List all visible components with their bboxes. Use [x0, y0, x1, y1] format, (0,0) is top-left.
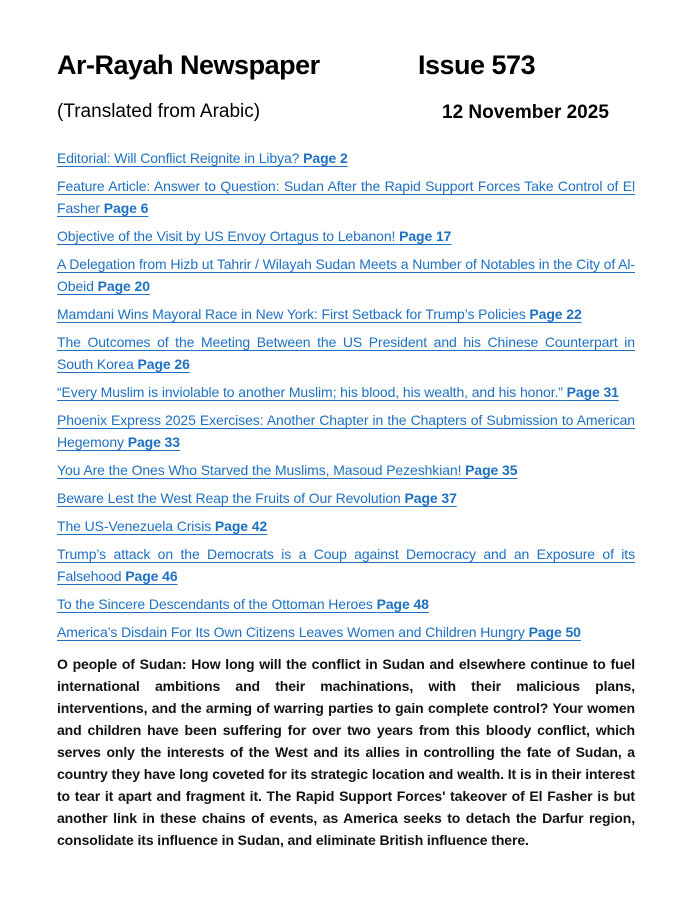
toc-item-title: “Every Muslim is inviolable to another Muslim; his blood, his wealth, and his honor.” — [57, 384, 563, 400]
toc-item-page: Page 26 — [137, 356, 190, 372]
toc-item-title: You Are the Ones Who Starved the Muslims, Masoud Pezeshkian! — [57, 462, 462, 478]
toc-link-phoenix-express[interactable] — [57, 409, 635, 453]
header-title-row — [57, 50, 635, 88]
toc-link-delegation-al-obeid[interactable] — [57, 253, 635, 297]
toc-link-ottoman-heroes[interactable] — [57, 593, 635, 615]
toc-link-us-china-meeting[interactable] — [57, 331, 635, 375]
document-header — [57, 50, 635, 127]
header-subtitle-row — [57, 101, 635, 127]
toc-link-feature-sudan-el-fasher[interactable] — [57, 175, 635, 219]
issue-date: 12 November 2025 — [442, 102, 609, 123]
toc-item-page: Page 42 — [214, 518, 268, 534]
toc-item-title: Beware Lest the West Reap the Fruits of Our Revolution — [57, 490, 401, 506]
toc-link-trump-democrats[interactable] — [57, 543, 635, 587]
toc-item-title: Feature Article: Answer to Question: Sudan After the Rapid Support Forces Take Control of El Fasher — [57, 178, 635, 216]
toc-item-title: A Delegation from Hizb ut Tahrir / Wilayah Sudan Meets a Number of Notables in the City of Al-Obeid — [57, 256, 635, 294]
toc-item-title: Objective of the Visit by US Envoy Ortagus to Lebanon! — [57, 228, 396, 244]
toc-link-us-venezuela-crisis[interactable] — [57, 515, 635, 537]
toc-item-page: Page 33 — [127, 434, 180, 450]
toc-link-mamdani-new-york[interactable] — [57, 303, 635, 325]
toc-item-title: The US-Venezuela Crisis — [57, 518, 212, 534]
toc-link-america-disdain[interactable] — [57, 621, 635, 643]
toc-item-title: Phoenix Express 2025 Exercises: Another Chapter in the Chapters of Submission to American Hegemony — [57, 412, 635, 450]
toc-link-every-muslim-inviolable[interactable] — [57, 381, 635, 403]
toc-link-editorial-libya[interactable] — [57, 147, 635, 169]
toc-item-page: Page 35 — [465, 462, 518, 478]
toc-link-pezeshkian[interactable] — [57, 459, 635, 481]
toc-item-page: Page 48 — [376, 596, 429, 612]
toc-item-title: America’s Disdain For Its Own Citizens Leaves Women and Children Hungry — [57, 624, 525, 640]
toc-item-title: To the Sincere Descendants of the Ottoman Heroes — [57, 596, 373, 612]
closing-paragraph: O people of Sudan: How long will the conflict in Sudan and elsewhere continue to fuel international ambitions and their machinations, with their malicious plans, interventions, and the arming of warring parties to gain complete control? Your women and children have been suffering for over two years from this bloody conflict, which serves only the interests of the West and its allies in controlling the fate of Sudan, a country they have long coveted for its strategic location and wealth. It is in their interest to tear it apart and fragment it. The Rapid Support Forces' takeover of El Fasher is but another link in these chains of events, as America seeks to detach the Darfur region, consolidate its influence in Sudan, and eliminate British influence there. — [57, 656, 635, 848]
toc-link-beware-west[interactable] — [57, 487, 635, 509]
toc-item-page: Page 22 — [529, 306, 582, 322]
toc-item-title: Trump’s attack on the Democrats is a Coup against Democracy and an Exposure of its Falsehood — [57, 546, 635, 584]
toc-item-title: Editorial: Will Conflict Reignite in Libya? — [57, 150, 300, 166]
newspaper-title: Ar-Rayah Newspaper — [57, 50, 320, 80]
toc-item-page: Page 6 — [103, 200, 149, 216]
toc-item-page: Page 37 — [404, 490, 457, 506]
toc-item-page: Page 46 — [125, 568, 178, 584]
toc-item-title: The Outcomes of the Meeting Between the US President and his Chinese Counterpart in South Korea — [57, 334, 635, 372]
toc-item-page: Page 31 — [566, 384, 619, 400]
toc-item-page: Page 2 — [303, 150, 348, 166]
issue-number: Issue 573 — [418, 50, 536, 80]
toc-item-page: Page 20 — [97, 278, 150, 294]
toc-item-page: Page 17 — [399, 228, 452, 244]
translation-note: (Translated from Arabic) — [57, 101, 261, 122]
toc-item-page: Page 50 — [528, 624, 581, 640]
toc-item-title: Mamdani Wins Mayoral Race in New York: First Setback for Trump’s Policies — [57, 306, 526, 322]
table-of-contents — [57, 147, 635, 643]
toc-link-ortagus-lebanon[interactable] — [57, 225, 635, 247]
